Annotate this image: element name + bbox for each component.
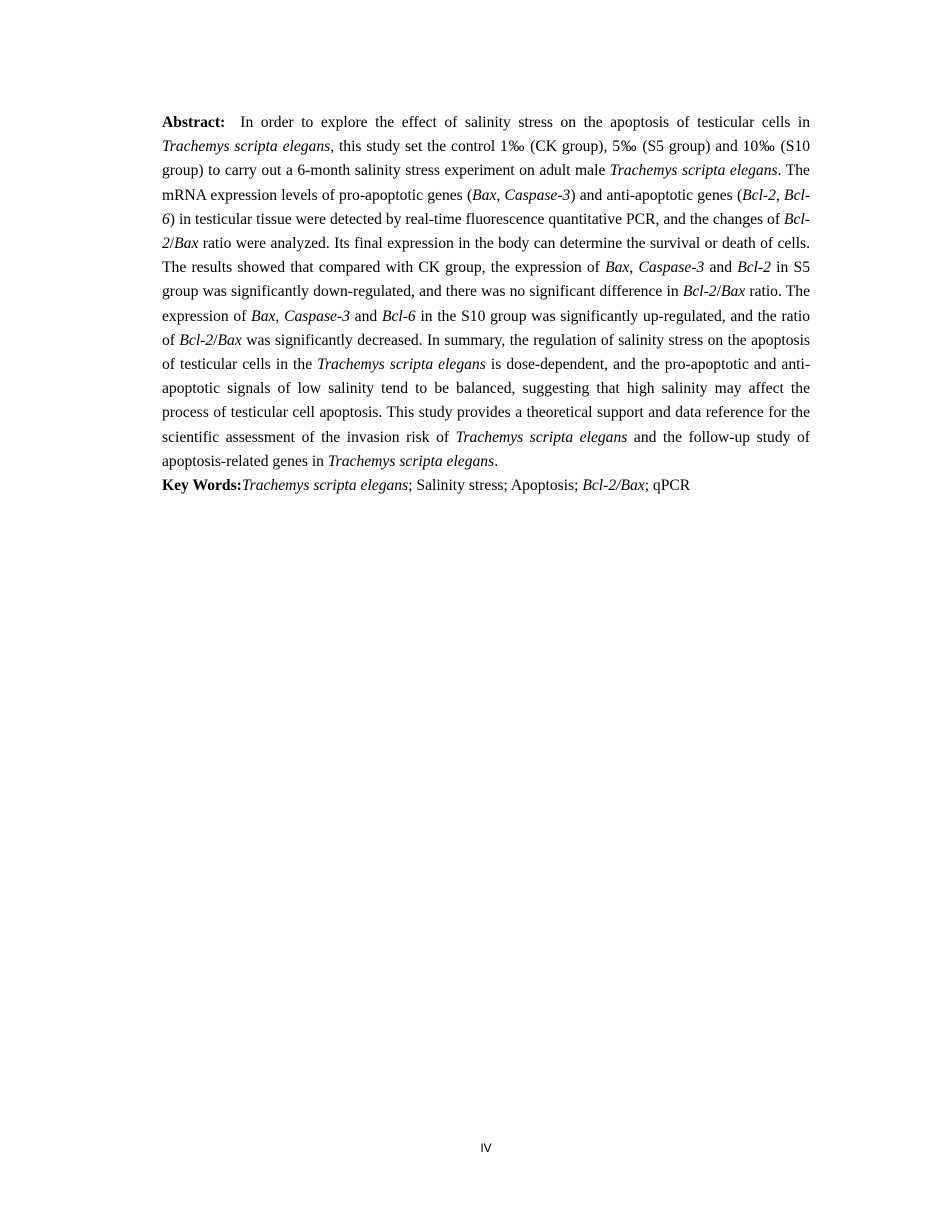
text-run: and the follow-up study of apoptosis-related genes in bbox=[162, 428, 810, 470]
italic-term: Bcl-2 bbox=[742, 186, 776, 204]
italic-term: Bax bbox=[720, 283, 746, 301]
text-run: and bbox=[704, 259, 738, 277]
italic-term: Trachemys scripta elegans bbox=[162, 138, 331, 156]
italic-term: Bax bbox=[217, 331, 242, 349]
keywords-paragraph bbox=[162, 474, 810, 498]
text-run: in S5 group was significantly down-regulated, and there was no significant difference in bbox=[162, 259, 810, 301]
keywords-body bbox=[242, 477, 690, 494]
text-run: / bbox=[213, 331, 218, 349]
text-run: ratio. The expression of bbox=[162, 283, 811, 325]
italic-term: Trachemys scripta elegans bbox=[241, 477, 409, 495]
italic-term: Bcl-2 bbox=[162, 210, 810, 253]
italic-term: Bax bbox=[472, 186, 497, 204]
text-run: . bbox=[494, 452, 499, 470]
italic-term: Caspase-3 bbox=[284, 307, 350, 325]
text-run: ; qPCR bbox=[644, 477, 691, 495]
text-run: , this study set the control 1‰ (CK group), 5‰ (S5 group) and 10‰ (S10 group) to carry out a 6-month salinity stress experiment on adult male bbox=[162, 138, 810, 180]
italic-term: Bcl-2 bbox=[737, 259, 771, 277]
page-number: IV bbox=[480, 1141, 492, 1155]
abstract-body bbox=[162, 114, 810, 470]
text-run: ) in testicular tissue were detected by real-time fluorescence quantitative PCR, and the changes of bbox=[169, 210, 785, 228]
text-run: , bbox=[496, 186, 505, 204]
italic-term: Bcl-2 bbox=[179, 331, 214, 349]
text-run: In order to explore the effect of salinity stress on the apoptosis of testicular cells in bbox=[240, 114, 811, 131]
text-run: / bbox=[169, 235, 175, 253]
italic-term: Bcl-6 bbox=[162, 186, 811, 228]
text-run: and bbox=[349, 307, 382, 325]
italic-term: Trachemys scripta elegans bbox=[317, 356, 486, 374]
text-run: ) and anti-apoptotic genes ( bbox=[570, 186, 743, 204]
text-run: . The mRNA expression levels of pro-apoptotic genes ( bbox=[162, 162, 810, 204]
italic-term: Bcl-2 bbox=[682, 283, 717, 301]
italic-term: Trachemys scripta elegans bbox=[327, 452, 495, 470]
italic-term: Trachemys scripta elegans bbox=[455, 428, 628, 446]
italic-term: Bax bbox=[174, 235, 199, 253]
italic-term: Trachemys scripta elegans bbox=[609, 162, 778, 180]
text-run: was significantly decreased. In summary, the regulation of salinity stress on the apoptosis of testicular cells in the bbox=[162, 331, 810, 374]
text-run: / bbox=[716, 283, 721, 301]
italic-term: Caspase-3 bbox=[504, 186, 571, 204]
italic-term: Caspase-3 bbox=[638, 259, 705, 277]
text-run: , bbox=[275, 307, 285, 325]
text-run: , bbox=[629, 259, 639, 277]
text-run: ratio were analyzed. Its final expression in the body can determine the survival or death of cells. The results showed that compared with CK group, the expression of bbox=[162, 235, 810, 277]
text-run: in the S10 group was significantly up-regulated, and the ratio of bbox=[162, 307, 811, 349]
text-run: is dose-dependent, and the pro-apoptotic and anti-apoptotic signals of low salinity tend to be balanced, suggesting that high salinity may affect the process of testicular cell apoptosis. This study provides a theoretical support and data reference for the scientific assessment of the invasion risk of bbox=[162, 356, 811, 446]
abstract-paragraph bbox=[162, 111, 810, 474]
italic-term: Bax bbox=[251, 307, 276, 325]
italic-term: Bcl-6 bbox=[381, 307, 416, 325]
text-run: ; Salinity stress; Apoptosis; bbox=[408, 477, 583, 495]
text-run: , bbox=[775, 186, 785, 204]
abstract-section bbox=[162, 111, 810, 498]
abstract-label: Abstract: bbox=[162, 114, 226, 131]
italic-term: Bax bbox=[605, 259, 630, 277]
keywords-label: Key Words: bbox=[162, 477, 242, 495]
italic-term: Bcl-2/Bax bbox=[582, 477, 645, 495]
